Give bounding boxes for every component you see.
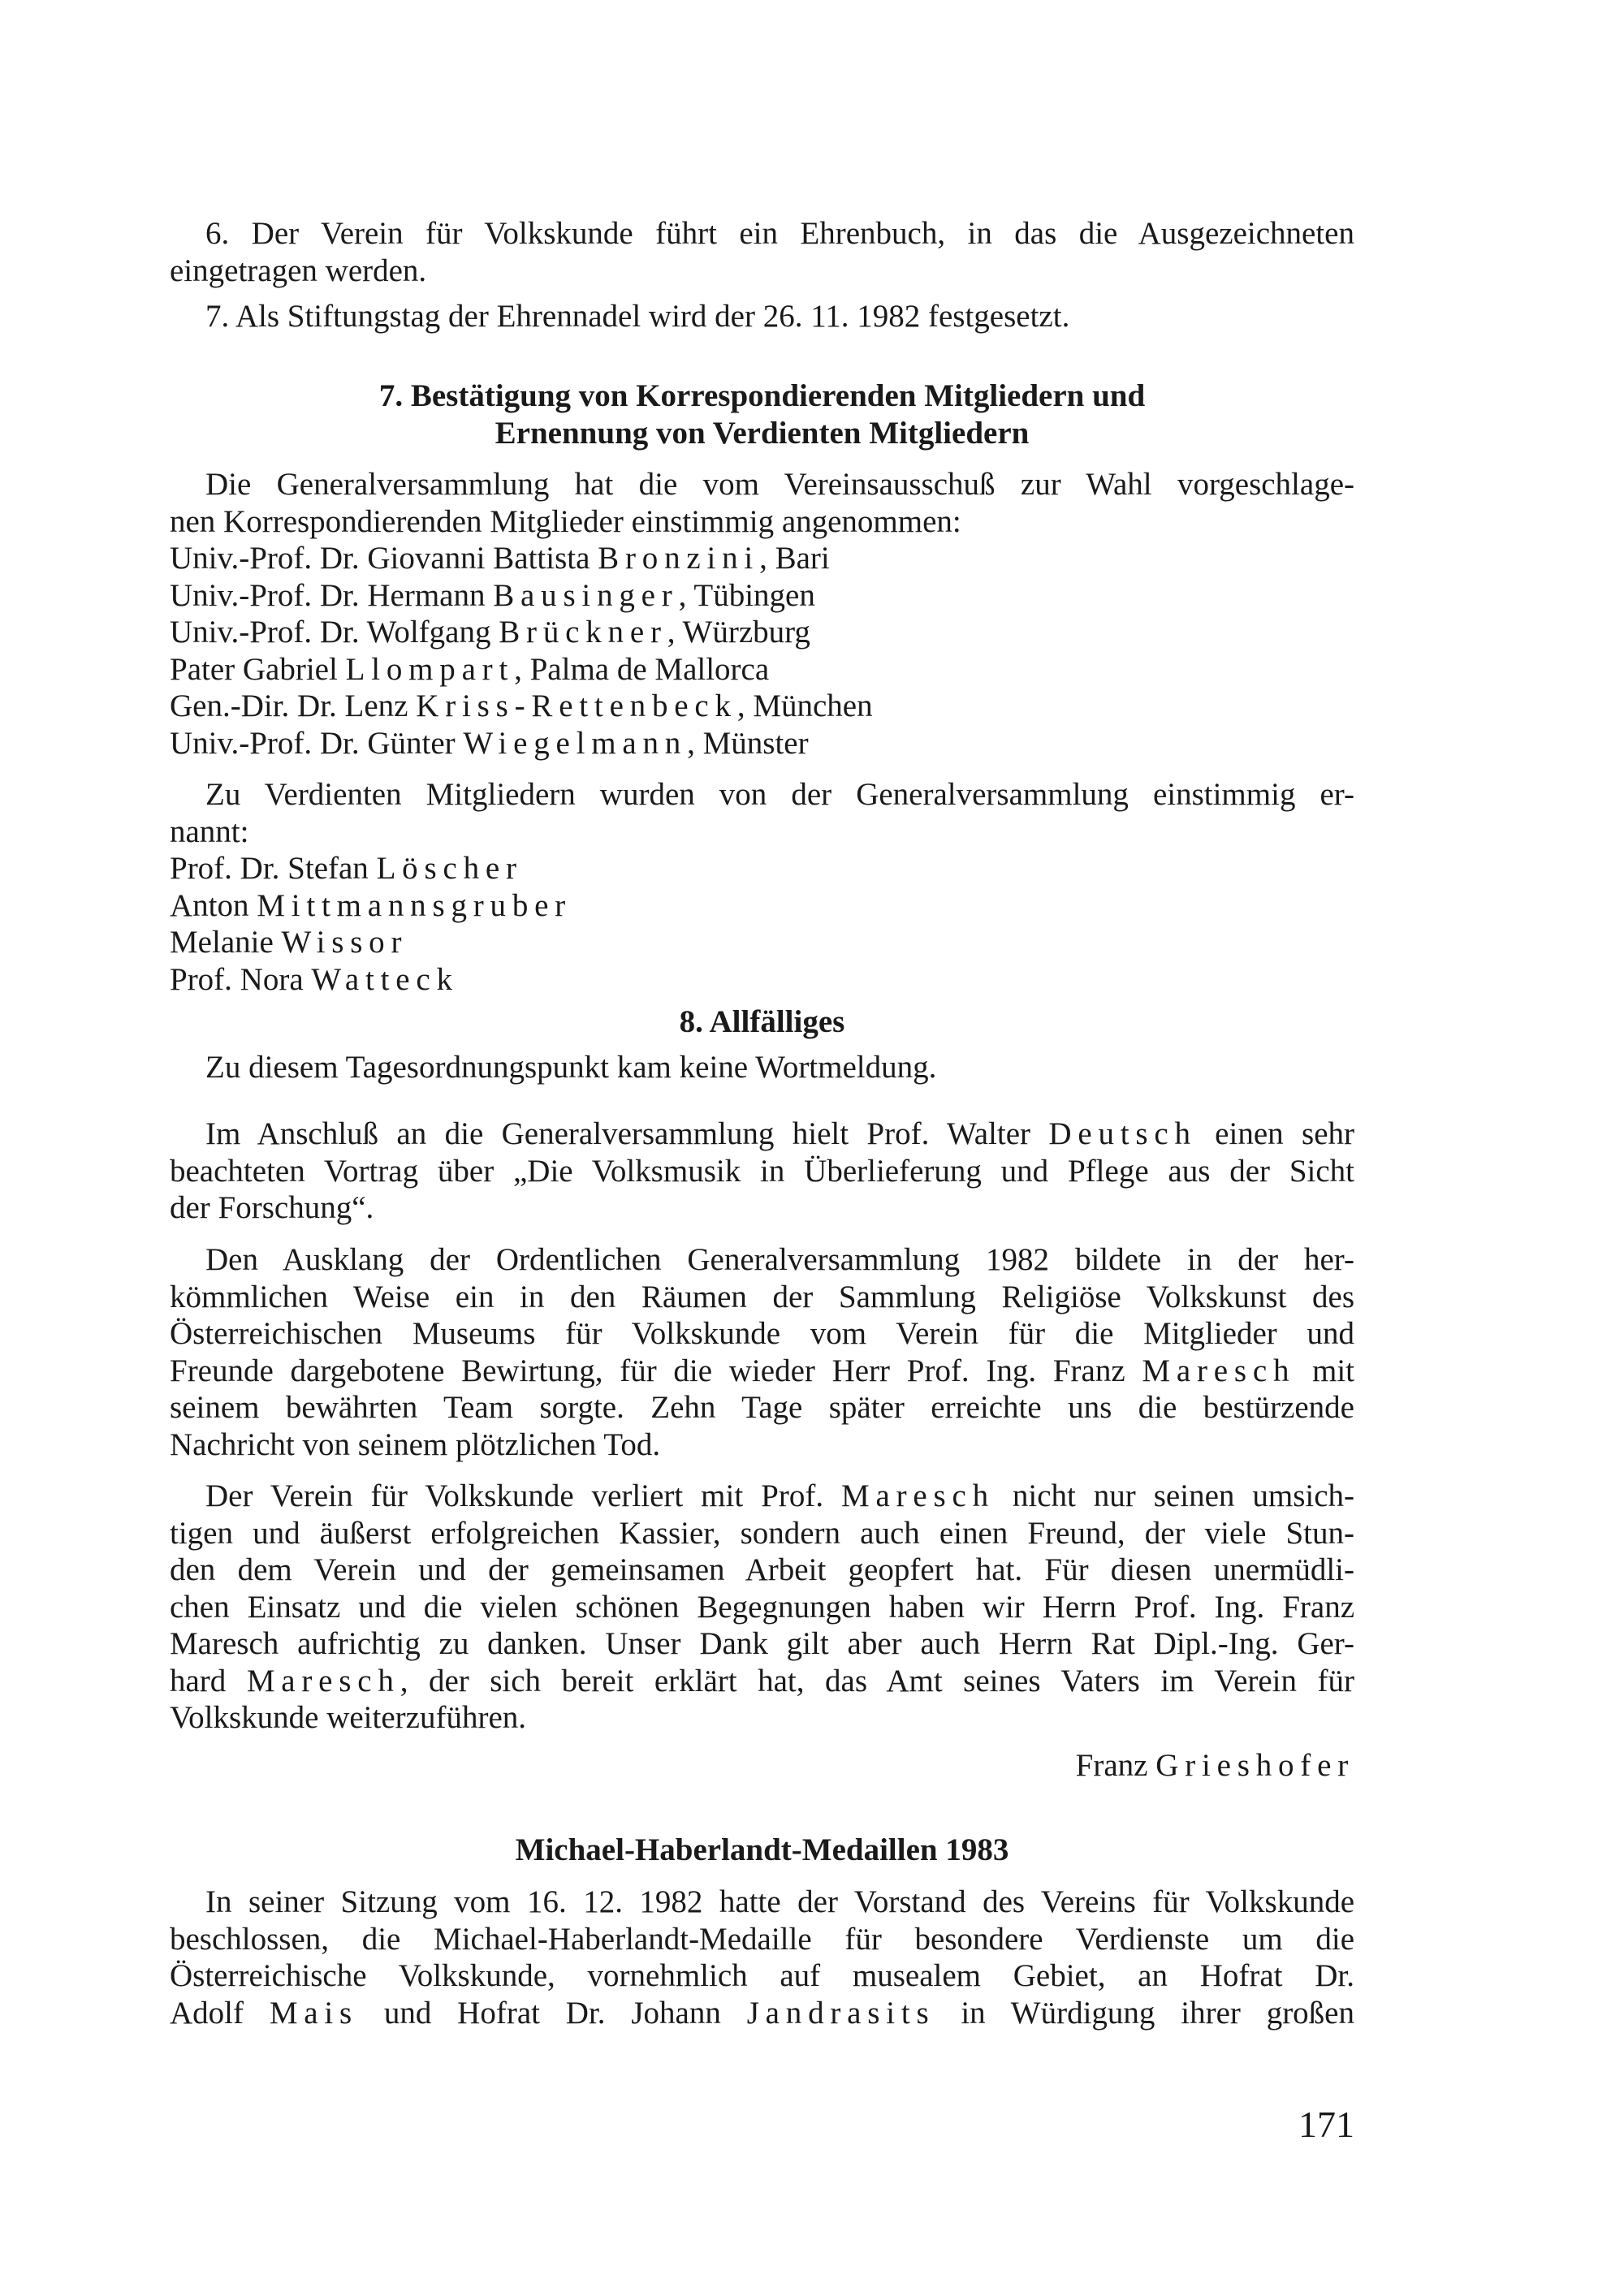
text-line bbox=[170, 776, 1354, 814]
list-item bbox=[170, 887, 1354, 925]
text-line bbox=[170, 1625, 1354, 1663]
heading-7 bbox=[170, 378, 1354, 451]
text-line bbox=[170, 1049, 1354, 1086]
spaced-name: Deutsch bbox=[1048, 1116, 1197, 1151]
text: und Hofrat Dr. Johann bbox=[358, 1995, 747, 2031]
text: , Münster bbox=[687, 725, 809, 761]
list-item bbox=[170, 540, 1354, 577]
text-line bbox=[170, 1957, 1354, 1995]
text: Univ.-Prof. Dr. Giovanni Battista bbox=[170, 541, 598, 576]
text: tigen und äußerst erfolgreichen Kassier, sondern auch einen Freund, der viele Stun- bbox=[170, 1515, 1354, 1551]
spaced-name: Brückner bbox=[499, 615, 667, 650]
text: einen sehr bbox=[1196, 1116, 1354, 1151]
text: den dem Verein und der gemeinsamen Arbeit geopfert hat. Für diesen unermüdli- bbox=[170, 1552, 1354, 1587]
spaced-name: Grieshofer bbox=[1155, 1748, 1354, 1783]
text-line bbox=[170, 1699, 1354, 1737]
text: Zu Verdienten Mitgliedern wurden von der Generalversammlung einstimmig er- bbox=[205, 777, 1354, 812]
text: Univ.-Prof. Dr. Hermann bbox=[170, 577, 494, 613]
text-line bbox=[170, 503, 1354, 541]
spaced-name: Kriss-Rettenbeck bbox=[416, 688, 737, 723]
text: 6. Der Verein für Volkskunde führt ein Ehrenbuch, in das die Ausgezeichneten bbox=[205, 216, 1354, 251]
text: eingetragen werden. bbox=[170, 252, 427, 288]
text-line bbox=[170, 1426, 1354, 1464]
spaced-name: Mais bbox=[269, 1995, 359, 2031]
list-item bbox=[170, 924, 1354, 961]
item-7 bbox=[170, 298, 1354, 335]
para-nachruf bbox=[170, 1478, 1354, 1737]
text-line bbox=[170, 1353, 1354, 1390]
text: Michael-Haberlandt-Medaillen 1983 bbox=[515, 1832, 1009, 1867]
para-ausklang bbox=[170, 1241, 1354, 1463]
list-item bbox=[170, 725, 1354, 762]
text: der Forschung“. bbox=[170, 1190, 374, 1225]
text: nen Korrespondierenden Mitglieder einstimmig angenommen: bbox=[170, 503, 961, 539]
text: Maresch aufrichtig zu danken. Unser Dank gilt aber auch Herrn Rat Dipl.-Ing. Ger- bbox=[170, 1626, 1354, 1661]
text: Prof. Dr. Stefan bbox=[170, 851, 377, 886]
text-line bbox=[170, 252, 1354, 290]
text: Pater Gabriel bbox=[170, 651, 346, 687]
text: Adolf bbox=[170, 1995, 270, 2031]
spaced-name: Bausinger bbox=[493, 577, 679, 613]
text-line bbox=[170, 415, 1354, 452]
list-item bbox=[170, 961, 1354, 999]
spaced-name: Maresch bbox=[246, 1663, 400, 1698]
text: 7. Bestätigung von Korrespondierenden Mitgliedern und bbox=[378, 378, 1146, 413]
text-line bbox=[170, 1515, 1354, 1552]
author-signature bbox=[170, 1747, 1354, 1785]
text: Österreichische Volkskunde, vornehmlich auf musealem Gebiet, an Hofrat Dr. bbox=[170, 1958, 1354, 1993]
text-line bbox=[170, 1552, 1354, 1589]
text: hard bbox=[170, 1663, 247, 1698]
list-item bbox=[170, 850, 1354, 887]
text-line bbox=[170, 1832, 1354, 1869]
text-line bbox=[170, 1389, 1354, 1426]
text-line bbox=[170, 1315, 1354, 1353]
text: Ernennung von Verdienten Mitgliedern bbox=[495, 415, 1030, 451]
text-line bbox=[170, 1189, 1354, 1227]
text: chen Einsatz und die vielen schönen Begegnungen haben wir Herrn Prof. Ing. Franz bbox=[170, 1589, 1354, 1625]
text-line bbox=[170, 1279, 1354, 1316]
list-korrespondierende bbox=[170, 540, 1354, 762]
heading-8 bbox=[170, 1003, 1354, 1041]
text: in Würdigung ihrer großen bbox=[935, 1995, 1354, 2031]
text: beschlossen, die Michael-Haberlandt-Medaille für besondere Verdienste um die bbox=[170, 1921, 1354, 1957]
text: Im Anschluß an die Generalversammlung hielt Prof. Walter bbox=[205, 1116, 1049, 1151]
text: mit bbox=[1295, 1353, 1354, 1388]
text-line bbox=[170, 378, 1354, 415]
text: Prof. Nora bbox=[170, 961, 312, 997]
para-medaillen bbox=[170, 1884, 1354, 2031]
text: Zu diesem Tagesordnungspunkt kam keine Wortmeldung. bbox=[205, 1050, 937, 1085]
text: , der sich bereit erklärt hat, das Amt seines Vaters im Verein für bbox=[400, 1663, 1354, 1698]
text: Die Generalversammlung hat die vom Vereinsausschuß zur Wahl vorgeschlage- bbox=[205, 467, 1354, 502]
text: , Würzburg bbox=[667, 615, 810, 650]
text: Melanie bbox=[170, 925, 282, 960]
text: seinem bewährten Team sorgte. Zehn Tage später erreichte uns die bestürzende bbox=[170, 1390, 1354, 1425]
text-line bbox=[170, 1116, 1354, 1153]
text: Freunde dargebotene Bewirtung, für die wieder Herr Prof. Ing. Franz bbox=[170, 1353, 1142, 1388]
para-korrespondierende bbox=[170, 466, 1354, 540]
spaced-name: Maresch bbox=[1142, 1353, 1296, 1388]
spaced-name: Watteck bbox=[311, 961, 459, 997]
text: Anton bbox=[170, 887, 257, 923]
list-verdiente bbox=[170, 850, 1354, 998]
list-item bbox=[170, 651, 1354, 688]
list-item bbox=[170, 688, 1354, 725]
text-line bbox=[170, 1478, 1354, 1515]
spaced-name: Maresch bbox=[841, 1478, 995, 1513]
text: nicht nur seinen umsich- bbox=[994, 1478, 1354, 1513]
text: Nachricht von seinem plötzlichen Tod. bbox=[170, 1426, 661, 1462]
list-item bbox=[170, 577, 1354, 615]
text-line bbox=[170, 1995, 1354, 2032]
item-6 bbox=[170, 215, 1354, 289]
text-line bbox=[170, 215, 1354, 252]
text: Österreichischen Museums für Volkskunde vom Verein für die Mitglieder und bbox=[170, 1316, 1354, 1351]
list-item bbox=[170, 614, 1354, 651]
spaced-name: Mittmannsgruber bbox=[257, 887, 572, 923]
para-allfaelliges bbox=[170, 1049, 1354, 1086]
spaced-name: Llompart bbox=[345, 651, 515, 687]
text: Univ.-Prof. Dr. Wolfgang bbox=[170, 615, 499, 650]
text: Volkskunde weiterzuführen. bbox=[170, 1700, 526, 1735]
text: Franz bbox=[1075, 1748, 1156, 1783]
text: nannt: bbox=[170, 814, 249, 849]
text: , Bari bbox=[759, 541, 830, 576]
spaced-name: Wissor bbox=[281, 925, 408, 960]
para-verdiente bbox=[170, 776, 1354, 850]
text-line bbox=[170, 1921, 1354, 1958]
text: kömmlichen Weise ein in den Räumen der Sammlung Religiöse Volkskunst des bbox=[170, 1279, 1354, 1314]
spaced-name: Bronzini bbox=[598, 541, 760, 576]
para-vortrag bbox=[170, 1116, 1354, 1227]
text: , Palma de Mallorca bbox=[514, 651, 770, 687]
text: In seiner Sitzung vom 16. 12. 1982 hatte der Vorstand des Vereins für Volkskunde bbox=[205, 1884, 1354, 1919]
text: Der Verein für Volkskunde verliert mit Prof. bbox=[205, 1478, 842, 1513]
text: , Tübingen bbox=[678, 577, 815, 613]
page-number: 171 bbox=[1298, 2104, 1354, 2145]
text-line bbox=[170, 1241, 1354, 1279]
text-line bbox=[170, 298, 1354, 335]
text: Univ.-Prof. Dr. Günter bbox=[170, 725, 464, 761]
text-line bbox=[170, 1884, 1354, 1921]
heading-medaillen bbox=[170, 1832, 1354, 1869]
text-line bbox=[170, 1153, 1354, 1190]
text-line bbox=[170, 814, 1354, 851]
spaced-name: Jandrasits bbox=[746, 1995, 935, 2031]
text: , München bbox=[736, 688, 873, 723]
text-line bbox=[170, 1003, 1354, 1041]
text: beachteten Vortrag über „Die Volksmusik in Überlieferung und Pflege aus der Sicht bbox=[170, 1153, 1354, 1189]
text: Gen.-Dir. Dr. Lenz bbox=[170, 688, 417, 723]
text: 8. Allfälliges bbox=[679, 1004, 845, 1039]
text-line bbox=[170, 1663, 1354, 1700]
text: 7. Als Stiftungstag der Ehrennadel wird der 26. 11. 1982 festgesetzt. bbox=[205, 299, 1070, 334]
text-line bbox=[170, 1589, 1354, 1626]
text-line bbox=[170, 1747, 1354, 1785]
text-line bbox=[170, 466, 1354, 503]
text: Den Ausklang der Ordentlichen Generalversammlung 1982 bildete in der her- bbox=[205, 1242, 1354, 1277]
spaced-name: Löscher bbox=[376, 851, 523, 886]
spaced-name: Wiegelmann bbox=[463, 725, 688, 761]
